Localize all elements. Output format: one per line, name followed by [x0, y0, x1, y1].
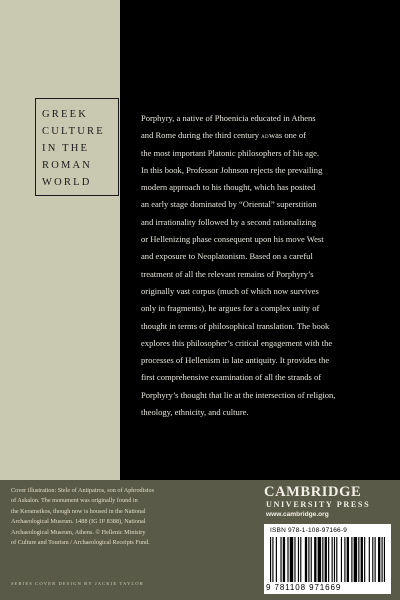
blurb-line: processes of Hellenism in late antiquity. It provides the — [141, 355, 330, 366]
barcode-icon — [270, 537, 385, 582]
barcode-bar — [354, 537, 357, 582]
series-design-credit: SERIES COVER DESIGN BY JACKIE TAYLOR — [11, 581, 144, 586]
blurb-line: first comprehensive examination of all the strands of — [141, 372, 322, 383]
barcode-bar — [378, 537, 380, 582]
barcode-bar — [351, 537, 352, 582]
barcode-bar — [298, 537, 299, 582]
barcode-bar — [300, 537, 301, 582]
barcode-bar — [287, 537, 288, 582]
blurb-line: modern approach to his thought, which has posited — [141, 182, 316, 193]
isbn-label: ISBN 978-1-108-97166-9 — [270, 527, 348, 534]
barcode-bar — [322, 537, 323, 582]
cover-illustration-credit — [11, 486, 241, 548]
series-logo-line: IN THE — [42, 143, 90, 154]
blurb-line: originally vast corpus (much of which now survives — [141, 285, 319, 296]
blurb-line: theology, ethnicity, and culture. — [141, 407, 249, 418]
blurb-line-part: was one of — [268, 130, 306, 141]
blurb-line: explores this philosopher’s critical engagement with the — [141, 337, 333, 348]
blurb-line: and irrationality followed by a second rationalizing — [141, 216, 317, 227]
blurb-line: Porphyry’s thought that lie at the intersection of religion, — [141, 389, 336, 400]
barcode-bar — [344, 537, 345, 582]
barcode-bar — [283, 537, 285, 582]
series-logo-line: CULTURE — [42, 126, 105, 137]
series-sidebar — [0, 0, 120, 480]
blurb-line: the most important Platonic philosophers of his age. — [141, 147, 320, 158]
barcode-bar — [382, 537, 383, 582]
blurb-line — [141, 127, 389, 144]
blurb-line: only in fragments), he argues for a complex unity of — [141, 303, 320, 314]
barcode-digits: 9 781108 971669 — [266, 583, 342, 592]
credit-line: Archaeological Museum. 1488 (IG II² 8388), National — [11, 518, 146, 526]
barcode-bar — [308, 537, 309, 582]
barcode-bar — [294, 537, 295, 582]
blurb-line: an early stage dominated by “Oriental” superstition — [141, 199, 317, 210]
credit-line: of Culture and Tourism / Archaeological Receipts Fund. — [11, 539, 150, 547]
barcode-bar — [364, 537, 365, 582]
series-logo-line: WORLD — [42, 177, 92, 188]
blurb-line: Porphyry, a native of Phoenicia educated in Athens — [141, 113, 316, 123]
publisher-name: CAMBRIDGE — [264, 484, 362, 500]
credit-line: the Kerameikos, though now is housed in the National — [11, 507, 146, 515]
barcode-bar — [341, 537, 342, 582]
blurb-line-part: and Rome during the third century — [141, 130, 259, 141]
barcode-bar — [280, 537, 281, 582]
series-logo-line: GREEK — [42, 109, 88, 120]
blurb-line: and exposure to Neoplatonism. Based on a careful — [141, 251, 313, 262]
barcode-bar — [328, 537, 329, 582]
barcode-bar — [325, 537, 327, 582]
era-abbreviation: ad — [261, 131, 269, 141]
publisher-logo — [264, 485, 394, 519]
book-description — [141, 110, 389, 421]
blurb-line: In this book, Professor Johnson rejects the prevailing — [141, 164, 323, 175]
credit-line: Archaeological Museum, Athens. © Hellenic Ministry — [11, 528, 146, 536]
barcode-bar — [372, 537, 373, 582]
barcode-bar — [270, 537, 271, 582]
barcode-bar — [361, 537, 363, 582]
barcode-bar — [369, 537, 370, 582]
series-logo-line: ROMAN — [42, 160, 93, 171]
publisher-press: UNIVERSITY PRESS — [266, 500, 371, 509]
series-logo — [35, 98, 119, 196]
isbn-barcode — [264, 524, 391, 594]
blurb-line: thought in terms of philosophical translation. The book — [141, 320, 330, 331]
blurb-line: treatment of all the relevant remains of Porphyry’s — [141, 268, 314, 279]
barcode-bar — [358, 537, 359, 582]
barcode-bar — [318, 537, 321, 582]
barcode-bar — [276, 537, 277, 582]
blurb-line: or Hellenizing phase consequent upon his move West — [141, 234, 324, 245]
barcode-bar — [334, 537, 335, 582]
barcode-bar — [336, 537, 337, 582]
publisher-url: www.cambridge.org — [266, 511, 329, 518]
credit-line: Cover illustration: Stele of Antipatros, son of Aphrodisios — [11, 487, 154, 494]
barcode-bar — [305, 537, 307, 582]
barcode-bar — [272, 537, 273, 582]
barcode-bar — [290, 537, 293, 582]
barcode-bar — [314, 537, 316, 582]
barcode-bar — [311, 537, 312, 582]
barcode-bar — [347, 537, 349, 582]
credit-line: of Askalon. The monument was originally found in — [11, 497, 138, 505]
barcode-bar — [332, 537, 333, 582]
barcode-bar — [384, 537, 385, 582]
barcode-bar — [375, 537, 376, 582]
